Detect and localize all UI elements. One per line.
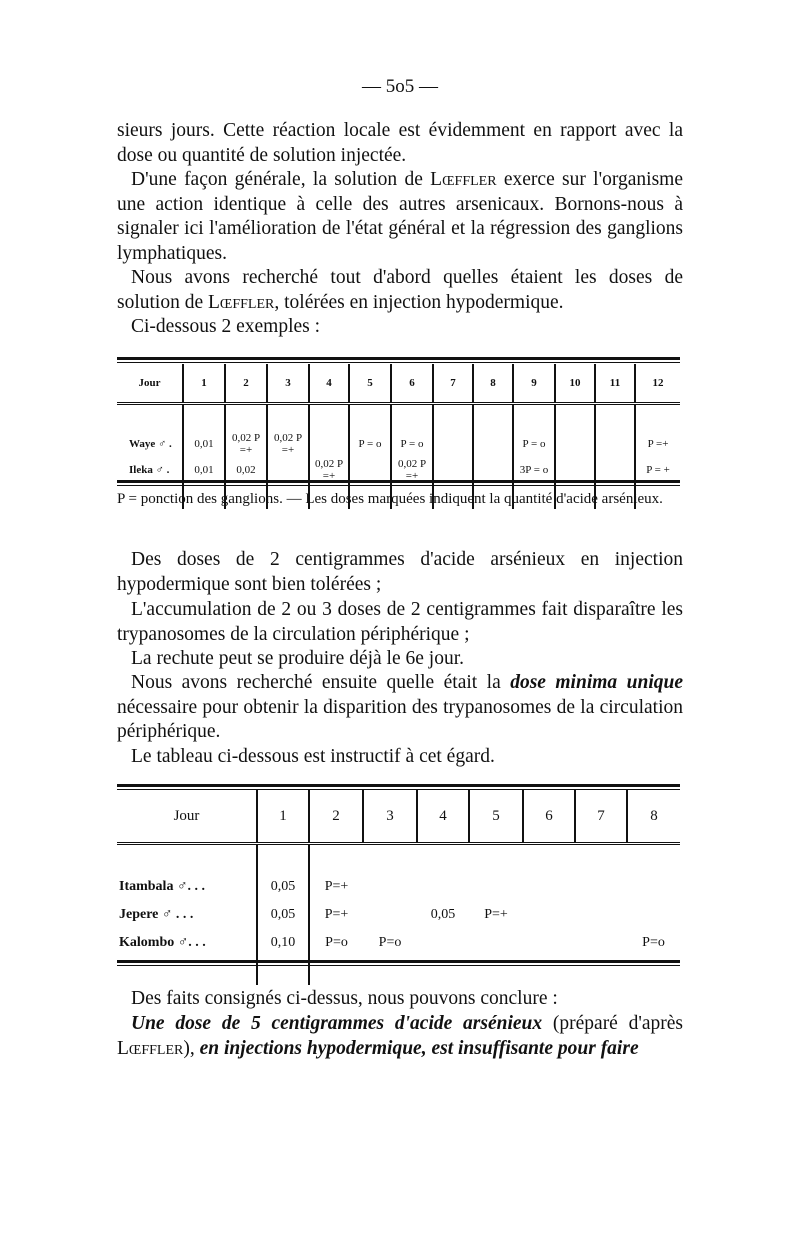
table-cell: 0,02 xyxy=(225,457,267,483)
table-cell xyxy=(595,431,635,457)
paragraph-10: Des faits consignés ci-dessus, nous pouvons conclure : xyxy=(131,988,558,1009)
table-cell: P =+ xyxy=(635,431,680,457)
subject-name: Jepere ♂ . . . xyxy=(119,907,194,922)
paragraph-1: sieurs jours. Cette réaction locale est évidemment en rapport avec la dose ou quantité de solution injectée. xyxy=(117,120,683,166)
table-cell: P = o xyxy=(391,431,433,457)
table-row xyxy=(117,929,680,957)
table1-header-cell: 9 xyxy=(513,364,555,404)
paragraph-8-text-a: Nous avons recherché ensuite quelle était la xyxy=(131,672,511,693)
paragraph-8-text-b: nécessaire pour obtenir la disparition des trypanosomes de la circulation périphérique. xyxy=(117,696,683,742)
paragraph-11-text-close: ), xyxy=(183,1037,200,1059)
table2-bottom-rule xyxy=(117,960,680,963)
paragraph-8 xyxy=(117,671,683,745)
table-cell xyxy=(523,929,575,957)
table-cell xyxy=(627,901,680,929)
table-cell xyxy=(627,873,680,901)
emphasis-text: Une dose de 5 centigrammes d'acide arsénieux xyxy=(131,1013,543,1034)
paragraph-11-text-mid: (préparé d'après xyxy=(542,1013,683,1034)
dose-table-1 xyxy=(117,364,680,509)
paragraph-2 xyxy=(117,168,683,266)
paragraph-9: Le tableau ci-dessous est instructif à cet égard. xyxy=(131,746,495,767)
paragraph-4: Ci-dessous 2 exemples : xyxy=(131,316,321,337)
table-cell xyxy=(473,431,513,457)
table-cell: P=o xyxy=(642,935,665,950)
table-cell: P=+ xyxy=(484,907,508,922)
table-cell: P = o xyxy=(349,431,391,457)
table2-header-row xyxy=(117,790,680,844)
table-cell xyxy=(523,901,575,929)
paragraph-11 xyxy=(117,1012,683,1061)
table-cell: P=+ xyxy=(309,873,363,901)
table1-header-cell: 12 xyxy=(635,364,680,404)
table-cell: 0,10 xyxy=(257,929,309,957)
subject-name: Waye ♂ . xyxy=(129,438,172,450)
table-row xyxy=(117,901,680,929)
table2-header-cell: 1 xyxy=(257,790,309,844)
paragraph-6: L'accumulation de 2 ou 3 doses de 2 centigrammes fait disparaître les trypanosomes de la circulation périphérique ; xyxy=(117,599,683,645)
table-cell xyxy=(575,901,627,929)
table-cell: 0,02 P =+ xyxy=(309,457,349,483)
table1-caption: P = ponction des ganglions. — Les doses marquées indiquent la quantité d'acide arsénieux. xyxy=(117,491,663,507)
table-cell: P = + xyxy=(635,457,680,483)
table-cell xyxy=(433,431,473,457)
table-cell xyxy=(469,873,523,901)
table2-top-rule xyxy=(117,784,680,787)
table1-header-row xyxy=(117,364,680,404)
table-cell: 0,05 xyxy=(257,873,309,901)
table1-header-cell: Jour xyxy=(117,364,183,404)
paragraph-3-text-a: Nous avons recherché tout d'abord quelles étaient les doses de solution de xyxy=(117,267,683,313)
table1-header-cell: 8 xyxy=(473,364,513,404)
table-cell: P = o xyxy=(513,431,555,457)
paragraph-3 xyxy=(117,266,683,315)
table2-bottom-rule-thin xyxy=(117,965,680,966)
table-cell xyxy=(575,929,627,957)
paragraph-5: Des doses de 2 centigrammes d'acide arsénieux en injection hypodermique sont bien tolérées ; xyxy=(117,549,683,595)
emphasis-text: en injections hypodermique, est insuffisante pour faire xyxy=(199,1037,639,1059)
table1-header-cell: 1 xyxy=(183,364,225,404)
table-cell xyxy=(417,873,469,901)
table-row xyxy=(117,873,680,901)
table-cell: P=o xyxy=(378,935,402,950)
table1-header-cell: 10 xyxy=(555,364,595,404)
author-name: Lœffler xyxy=(208,291,275,313)
table1-top-rule xyxy=(117,357,680,360)
table-cell: 0,02 P =+ xyxy=(267,431,309,457)
table1-bottom-rule-thin xyxy=(117,485,680,486)
table2-header-cell: 7 xyxy=(575,790,627,844)
table-cell: 3P = o xyxy=(513,457,555,483)
table-cell xyxy=(363,873,417,901)
table2-header-cell: 2 xyxy=(309,790,363,844)
subject-name: Ileka ♂ . xyxy=(129,464,170,476)
emphasis-text: dose minima unique xyxy=(510,672,683,693)
table2-header-cell: 6 xyxy=(523,790,575,844)
table2-header-cell: 5 xyxy=(469,790,523,844)
table-cell: 0,02 P =+ xyxy=(391,457,433,483)
table-cell: 0,01 xyxy=(183,457,225,483)
paragraph-3-text-b: , tolérées en injection hypodermique. xyxy=(274,291,564,313)
table2-header-cell: 3 xyxy=(363,790,417,844)
author-name: Lœffler xyxy=(117,1037,184,1059)
paragraph-2-text-a: D'une façon générale, la solution de xyxy=(131,169,431,190)
table-cell: 0,02 P =+ xyxy=(225,431,267,457)
table-cell xyxy=(309,431,349,457)
dose-table-2 xyxy=(117,790,680,985)
table1-header-cell: 5 xyxy=(349,364,391,404)
table1-bottom-rule xyxy=(117,480,680,483)
table-cell xyxy=(523,873,575,901)
subject-name: Kalombo ♂. . . xyxy=(119,935,206,950)
table1-header-cell: 2 xyxy=(225,364,267,404)
paragraph-7: La rechute peut se produire déjà le 6e jour. xyxy=(131,648,464,669)
table-cell: 0,05 xyxy=(257,901,309,929)
subject-name: Itambala ♂. . . xyxy=(119,879,205,894)
table2-header-cell: 4 xyxy=(417,790,469,844)
table-cell: P=o xyxy=(309,929,363,957)
table-cell: P=+ xyxy=(309,901,363,929)
page-number: — 5o5 — xyxy=(362,76,438,97)
table-cell xyxy=(555,431,595,457)
table-cell: 0,05 xyxy=(430,907,456,922)
table-cell xyxy=(363,901,417,929)
table1-header-cell: 6 xyxy=(391,364,433,404)
table2-header-cell: 8 xyxy=(627,790,680,844)
table1-header-cell: 3 xyxy=(267,364,309,404)
table2-header-cell: Jour xyxy=(117,790,257,844)
author-name: Lœffler xyxy=(430,169,497,190)
table1-header-cell: 4 xyxy=(309,364,349,404)
table-cell xyxy=(469,929,523,957)
table1-header-cell: 7 xyxy=(433,364,473,404)
table-cell xyxy=(575,873,627,901)
table1-top-rule-thin xyxy=(117,362,680,363)
table-cell: 0,01 xyxy=(183,431,225,457)
table1-header-cell: 11 xyxy=(595,364,635,404)
table-cell xyxy=(417,929,469,957)
paragraph-2-text-b: exerce sur l'organisme une action identique à celle des autres arsenicaux. Bornons-nous à signaler ici l'amélioration de l'état général et la régression des ganglions lymphatiques. xyxy=(117,169,683,264)
table-row xyxy=(117,431,680,457)
